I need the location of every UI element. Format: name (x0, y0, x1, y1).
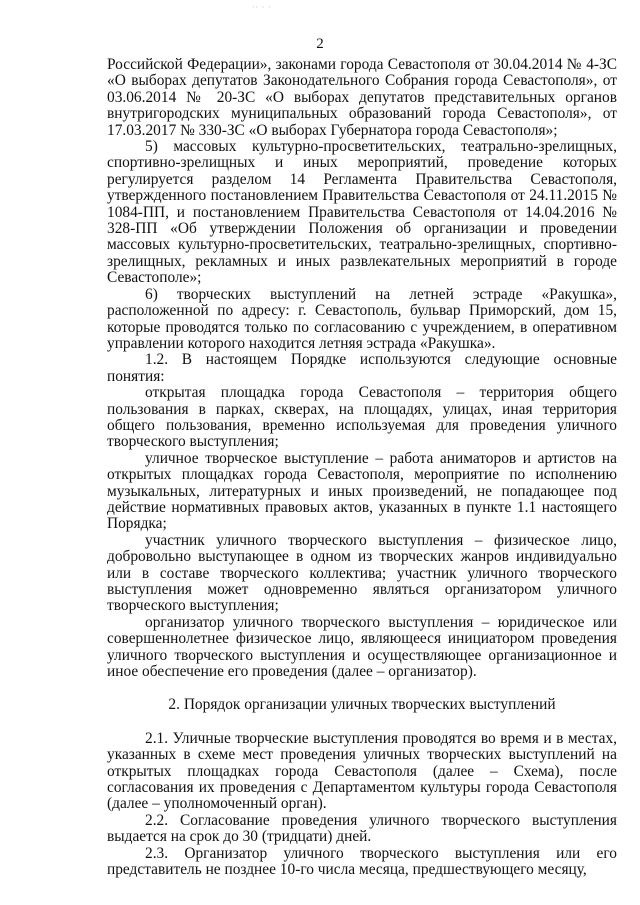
document-body (107, 57, 617, 879)
paragraph-2-3: 2.3. Организатор уличного творческого выступления или его представитель не позднее 10-го числа месяца, предшествующего месяцу, (107, 844, 617, 879)
page-number: 2 (316, 36, 324, 52)
definition-open-area: открытая площадка города Севастополя – территория общего пользования в парках, скверах, на площадях, улицах, иная территория общего пользования, временно используемая для проведения уличного творческого выступления; (107, 384, 617, 451)
definition-organizer: организатор уличного творческого выступления – юридическое или совершеннолетнее физическое лицо, являющееся инициатором проведения уличного творческого выступления и осуществляющее организационное и иное обеспечение его проведения (далее – организатор). (107, 613, 617, 681)
definition-participant: участник уличного творческого выступления – физическое лицо, добровольно выступающее в одном из творческих жанров индивидуально или в составе творческого коллектива; участник уличного творческого выступления может одновременно являться организатором уличного творческого выступления; (107, 531, 617, 615)
paragraph-2-1: 2.1. Уличные творческие выступления проводятся во время и в местах, указанных в схеме мест проведения уличных творческих выступлений на открытых площадках города Севастополя (далее – Схема), после согласования их проведения с Департаментом культуры города Севастополя (далее – уполномоченный орган). (107, 729, 617, 813)
definition-street-performance: уличное творческое выступление – работа аниматоров и артистов на открытых площадках города Севастополя, мероприятие по исполнению музыкальных, литературных и иных произведений, не попадающее под действие нормативных правовых актов, указанных в пункте 1.1 настоящего Порядка; (107, 449, 617, 533)
paragraph-item-5: 5) массовых культурно-просветительских, театрально-зрелищных, спортивно-зрелищных и иных мероприятий, проведение которых регулируется разделом 14 Регламента Правительства Севастополя, утвержденного постановлением Правительства Севастополя от 24.11.2015 № 1084-ПП, и постановлением Правительства Севастополя от 14.04.2016 № 328-ПП «Об утверждении Положения об организации и проведении массовых культурно-просветительских, театрально-зрелищных, спортивно-зрелищных, рекламных и иных развлекательных мероприятий в городе Севастополе»; (107, 138, 617, 287)
scan-mark: ·· · · (252, 2, 272, 12)
paragraph-item-6: 6) творческих выступлений на летней эстраде «Ракушка», расположенной по адресу: г. Севастополь, бульвар Приморский, дом 15, которые проводятся только по согласованию с учреждением, в оперативном управлении которого находится летняя эстрада «Ракушка». (107, 285, 617, 352)
paragraph-1-2: 1.2. В настоящем Порядке используются следующие основные понятия: (107, 351, 617, 385)
paragraph-2-2: 2.2. Согласование проведения уличного творческого выступления выдается на срок до 30 (тридцати) дней. (107, 811, 617, 846)
paragraph-1-1-4-continued: Российской Федерации», законами города Севастополя от 30.04.2014 № 4-ЗС «О выборах депутатов Законодательного Собрания города Севастополя», от 03.06.2014 № 20-ЗС «О выборах депутатов представительных органов внутригородских муниципальных образований города Севастополя», от 17.03.2017 № 330-ЗС «О выборах Губернатора города Севастополя»; (107, 56, 617, 139)
section-2-heading: 2. Порядок организации уличных творческих выступлений (168, 696, 556, 714)
